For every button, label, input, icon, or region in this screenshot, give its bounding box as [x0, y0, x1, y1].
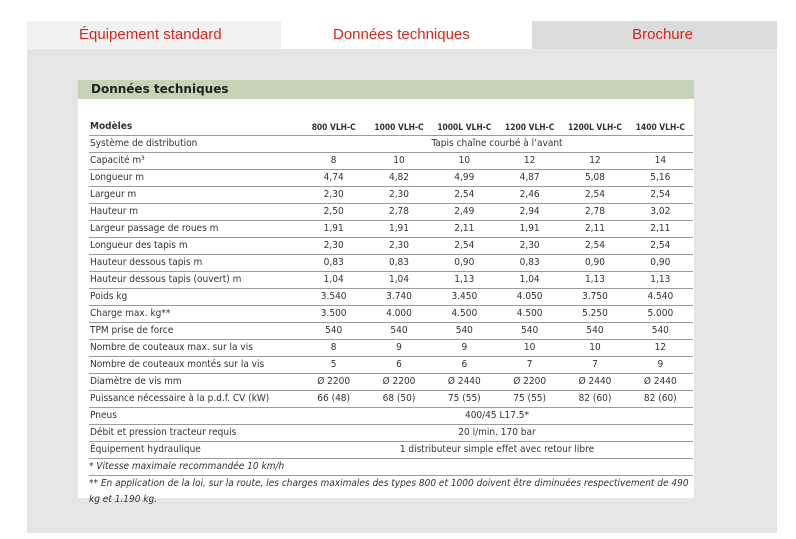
tab-donnees-techniques[interactable]: Données techniques	[281, 21, 532, 49]
table-cell: 3.740	[366, 289, 431, 306]
table-row	[89, 153, 693, 170]
row-label: Débit et pression tracteur requis	[89, 425, 301, 442]
table-cell: 2,54	[562, 238, 627, 255]
model-header-cell: 1400 VLH-C	[628, 119, 693, 136]
row-label: Hauteur m	[89, 204, 301, 221]
model-header-cell: 800 VLH-C	[301, 119, 366, 136]
model-header-cell: 1000 VLH-C	[366, 119, 431, 136]
footnote: * Vitesse maximale recommandée 10 km/h	[89, 459, 693, 476]
table-cell: 4.050	[497, 289, 562, 306]
table-cell: 8	[301, 340, 366, 357]
table-cell: 1,04	[497, 272, 562, 289]
table-cell: 5,16	[628, 170, 693, 187]
table-cell: 82 (60)	[562, 391, 627, 408]
row-label: Système de distribution	[89, 136, 301, 153]
row-span-value: 1 distributeur simple effet avec retour libre	[301, 442, 693, 459]
footnote-row	[89, 459, 693, 476]
table-cell: 12	[497, 153, 562, 170]
table-cell: 0,83	[301, 255, 366, 272]
table-cell: 7	[562, 357, 627, 374]
table-row	[89, 289, 693, 306]
table-cell: 12	[562, 153, 627, 170]
row-label: TPM prise de force	[89, 323, 301, 340]
table-cell: 12	[628, 340, 693, 357]
model-header-cell: 1200 VLH-C	[497, 119, 562, 136]
table-row	[89, 272, 693, 289]
table-cell: 2,54	[432, 187, 497, 204]
table-cell: 4,82	[366, 170, 431, 187]
table-row	[89, 374, 693, 391]
row-label: Équipement hydraulique	[89, 442, 301, 459]
table-cell: 68 (50)	[366, 391, 431, 408]
row-label: Nombre de couteaux max. sur la vis	[89, 340, 301, 357]
table-row	[89, 323, 693, 340]
table-cell: 2,94	[497, 204, 562, 221]
table-cell: 3.500	[301, 306, 366, 323]
table-cell: 0,90	[432, 255, 497, 272]
table-cell: 2,54	[432, 238, 497, 255]
row-label: Longueur des tapis m	[89, 238, 301, 255]
table-row	[89, 255, 693, 272]
table-cell: 540	[497, 323, 562, 340]
table-cell: 2,78	[366, 204, 431, 221]
table-cell: Ø 2440	[432, 374, 497, 391]
row-label: Nombre de couteaux montés sur la vis	[89, 357, 301, 374]
tab-equipement-standard[interactable]: Équipement standard	[27, 21, 281, 49]
table-cell: 1,04	[301, 272, 366, 289]
row-span-value: Tapis chaîne courbé à l’avant	[301, 136, 693, 153]
table-row	[89, 136, 693, 153]
table-cell: 4.540	[628, 289, 693, 306]
table-row	[89, 425, 693, 442]
table-cell: Ø 2200	[497, 374, 562, 391]
table-cell: 2,30	[301, 187, 366, 204]
table-row	[89, 204, 693, 221]
tab-brochure[interactable]: Brochure	[532, 21, 777, 49]
table-row	[89, 357, 693, 374]
table-cell: 1,13	[432, 272, 497, 289]
table-row	[89, 391, 693, 408]
table-cell: 2,30	[497, 238, 562, 255]
table-cell: 10	[562, 340, 627, 357]
table-cell: 0,83	[366, 255, 431, 272]
table-cell: 10	[497, 340, 562, 357]
footnote: ** En application de la loi, sur la route, les charges maximales des types 800 et 1000 doivent être diminuées respectivement de 490 kg et 1.190 kg.	[89, 478, 689, 505]
table-cell: 75 (55)	[497, 391, 562, 408]
table-cell: 10	[366, 153, 431, 170]
table-cell: 3.450	[432, 289, 497, 306]
table-cell: 2,11	[628, 221, 693, 238]
row-label: Longueur m	[89, 170, 301, 187]
table-cell: Ø 2440	[628, 374, 693, 391]
table-cell: 9	[628, 357, 693, 374]
table-cell: 4.500	[497, 306, 562, 323]
table-cell: 4.500	[432, 306, 497, 323]
row-span-value: 400/45 L17.5*	[301, 408, 693, 425]
row-label: Hauteur dessous tapis (ouvert) m	[89, 272, 301, 289]
table-cell: 2,54	[628, 238, 693, 255]
table-header-row	[89, 119, 693, 136]
table-row	[89, 442, 693, 459]
table-cell: 0,90	[562, 255, 627, 272]
table-cell: 540	[366, 323, 431, 340]
table-cell: 7	[497, 357, 562, 374]
table-cell: 1,91	[497, 221, 562, 238]
table-cell: 1,91	[366, 221, 431, 238]
table-cell: 1,04	[366, 272, 431, 289]
table-cell: 4,99	[432, 170, 497, 187]
table-row	[89, 221, 693, 238]
table-cell: 3,02	[628, 204, 693, 221]
tab-bar	[27, 21, 777, 49]
table-cell: 2,50	[301, 204, 366, 221]
table-cell: 6	[366, 357, 431, 374]
table-cell: 4,87	[497, 170, 562, 187]
table-row	[89, 187, 693, 204]
table-cell: 10	[432, 153, 497, 170]
table-cell: 4.000	[366, 306, 431, 323]
table-cell: 66 (48)	[301, 391, 366, 408]
row-label: Poids kg	[89, 289, 301, 306]
table-row	[89, 238, 693, 255]
table-cell: 4,74	[301, 170, 366, 187]
table-cell: 540	[628, 323, 693, 340]
table-cell: 9	[366, 340, 431, 357]
table-cell: 2,54	[562, 187, 627, 204]
row-label: Capacité m³	[89, 153, 301, 170]
table-cell: 1,91	[301, 221, 366, 238]
models-header: Modèles	[89, 119, 301, 136]
table-cell: 2,54	[628, 187, 693, 204]
table-cell: 3.540	[301, 289, 366, 306]
table-cell: 75 (55)	[432, 391, 497, 408]
model-header-cell: 1000L VLH-C	[432, 119, 497, 136]
table-cell: Ø 2440	[562, 374, 627, 391]
table-cell: 540	[562, 323, 627, 340]
table-cell: 5	[301, 357, 366, 374]
table-cell: 2,30	[366, 238, 431, 255]
table-cell: 1,13	[562, 272, 627, 289]
table-cell: 0,90	[628, 255, 693, 272]
table-cell: 2,49	[432, 204, 497, 221]
model-header-cell: 1200L VLH-C	[562, 119, 627, 136]
table-cell: 14	[628, 153, 693, 170]
table-cell: 540	[432, 323, 497, 340]
table-cell: 1,13	[628, 272, 693, 289]
footnote-row	[89, 476, 693, 509]
table-cell: 3.750	[562, 289, 627, 306]
table-cell: 9	[432, 340, 497, 357]
row-span-value: 20 l/min. 170 bar	[301, 425, 693, 442]
table-cell: 5,08	[562, 170, 627, 187]
table-row	[89, 306, 693, 323]
table-row	[89, 408, 693, 425]
table-cell: 2,78	[562, 204, 627, 221]
table-cell: 2,30	[301, 238, 366, 255]
table-cell: 2,11	[432, 221, 497, 238]
table-cell: 2,11	[562, 221, 627, 238]
table-cell: 6	[432, 357, 497, 374]
table-cell: 540	[301, 323, 366, 340]
row-label: Puissance nécessaire à la p.d.f. CV (kW)	[89, 391, 301, 408]
table-row	[89, 170, 693, 187]
table-cell: Ø 2200	[366, 374, 431, 391]
table-row	[89, 340, 693, 357]
row-label: Diamètre de vis mm	[89, 374, 301, 391]
table-cell: 0,83	[497, 255, 562, 272]
row-label: Charge max. kg**	[89, 306, 301, 323]
table-cell: 5.250	[562, 306, 627, 323]
spec-sheet	[78, 80, 694, 505]
table-cell: 8	[301, 153, 366, 170]
table-cell: Ø 2200	[301, 374, 366, 391]
table-cell: 82 (60)	[628, 391, 693, 408]
row-label: Largeur m	[89, 187, 301, 204]
sheet-title: Données techniques	[78, 80, 694, 99]
spec-table	[89, 119, 693, 508]
table-cell: 2,30	[366, 187, 431, 204]
row-label: Hauteur dessous tapis m	[89, 255, 301, 272]
row-label: Pneus	[89, 408, 301, 425]
table-cell: 5.000	[628, 306, 693, 323]
table-cell: 2,46	[497, 187, 562, 204]
row-label: Largeur passage de roues m	[89, 221, 301, 238]
